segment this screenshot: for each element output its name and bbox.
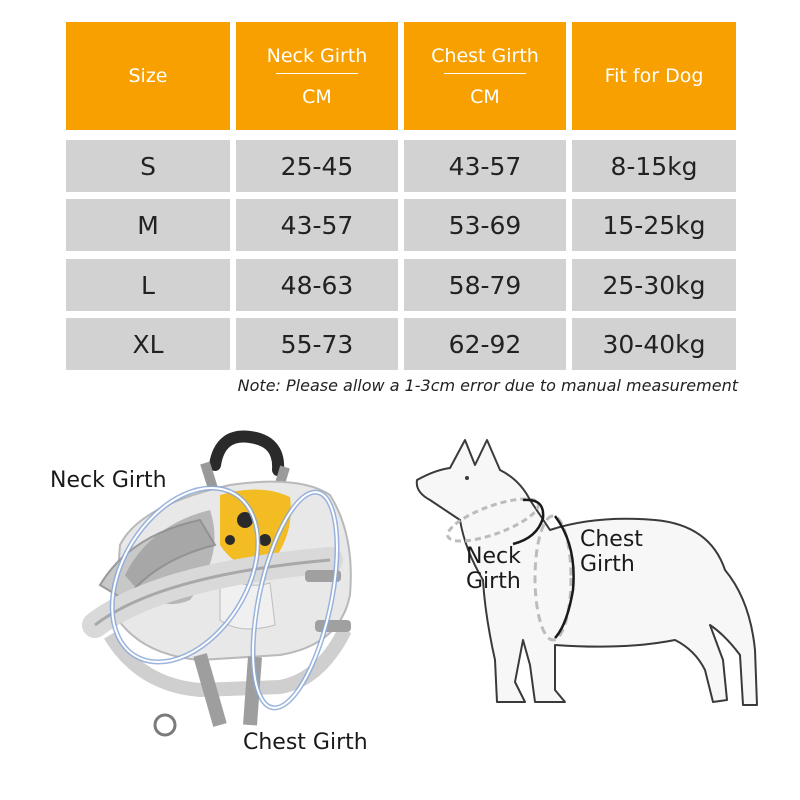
- header-neck-label: Neck Girth: [266, 44, 368, 67]
- cell-size: S: [66, 140, 230, 192]
- cell-size: L: [66, 259, 230, 311]
- header-neck-unit: CM: [302, 85, 332, 108]
- header-chest-label: Chest Girth: [431, 44, 539, 67]
- dog-neck-line2: Girth: [466, 568, 521, 594]
- cell-weight: 30-40kg: [572, 318, 736, 370]
- cell-neck: 55-73: [236, 318, 398, 370]
- cell-size: M: [66, 199, 230, 251]
- header-divider: [444, 73, 526, 74]
- cell-weight: 15-25kg: [572, 199, 736, 251]
- cell-chest: 62-92: [404, 318, 566, 370]
- cell-neck: 43-57: [236, 199, 398, 251]
- cell-chest: 43-57: [404, 140, 566, 192]
- cell-weight: 25-30kg: [572, 259, 736, 311]
- header-divider: [276, 73, 358, 74]
- cell-weight: 8-15kg: [572, 140, 736, 192]
- harness-neck-girth-label: Neck Girth: [50, 468, 167, 493]
- cell-chest: 58-79: [404, 259, 566, 311]
- dog-chest-girth-label: [580, 528, 643, 577]
- harness-chest-girth-label: Chest Girth: [243, 730, 368, 755]
- dog-chest-line2: Girth: [580, 551, 635, 577]
- dog-neck-girth-label: [466, 545, 521, 594]
- header-fit-label: Fit for Dog: [604, 65, 704, 87]
- header-neck-girth: [236, 22, 398, 130]
- cell-neck: 25-45: [236, 140, 398, 192]
- header-chest-girth: [404, 22, 566, 130]
- measurement-note: Note: Please allow a 1-3cm error due to manual measurement: [237, 376, 738, 395]
- dog-neck-line1: Neck: [466, 544, 521, 569]
- header-size: [66, 22, 230, 130]
- dog-chest-line1: Chest: [580, 527, 643, 552]
- header-size-label: Size: [128, 65, 168, 87]
- cell-neck: 48-63: [236, 259, 398, 311]
- cell-size: XL: [66, 318, 230, 370]
- header-chest-unit: CM: [470, 85, 500, 108]
- header-fit-for-dog: [572, 22, 736, 130]
- cell-chest: 53-69: [404, 199, 566, 251]
